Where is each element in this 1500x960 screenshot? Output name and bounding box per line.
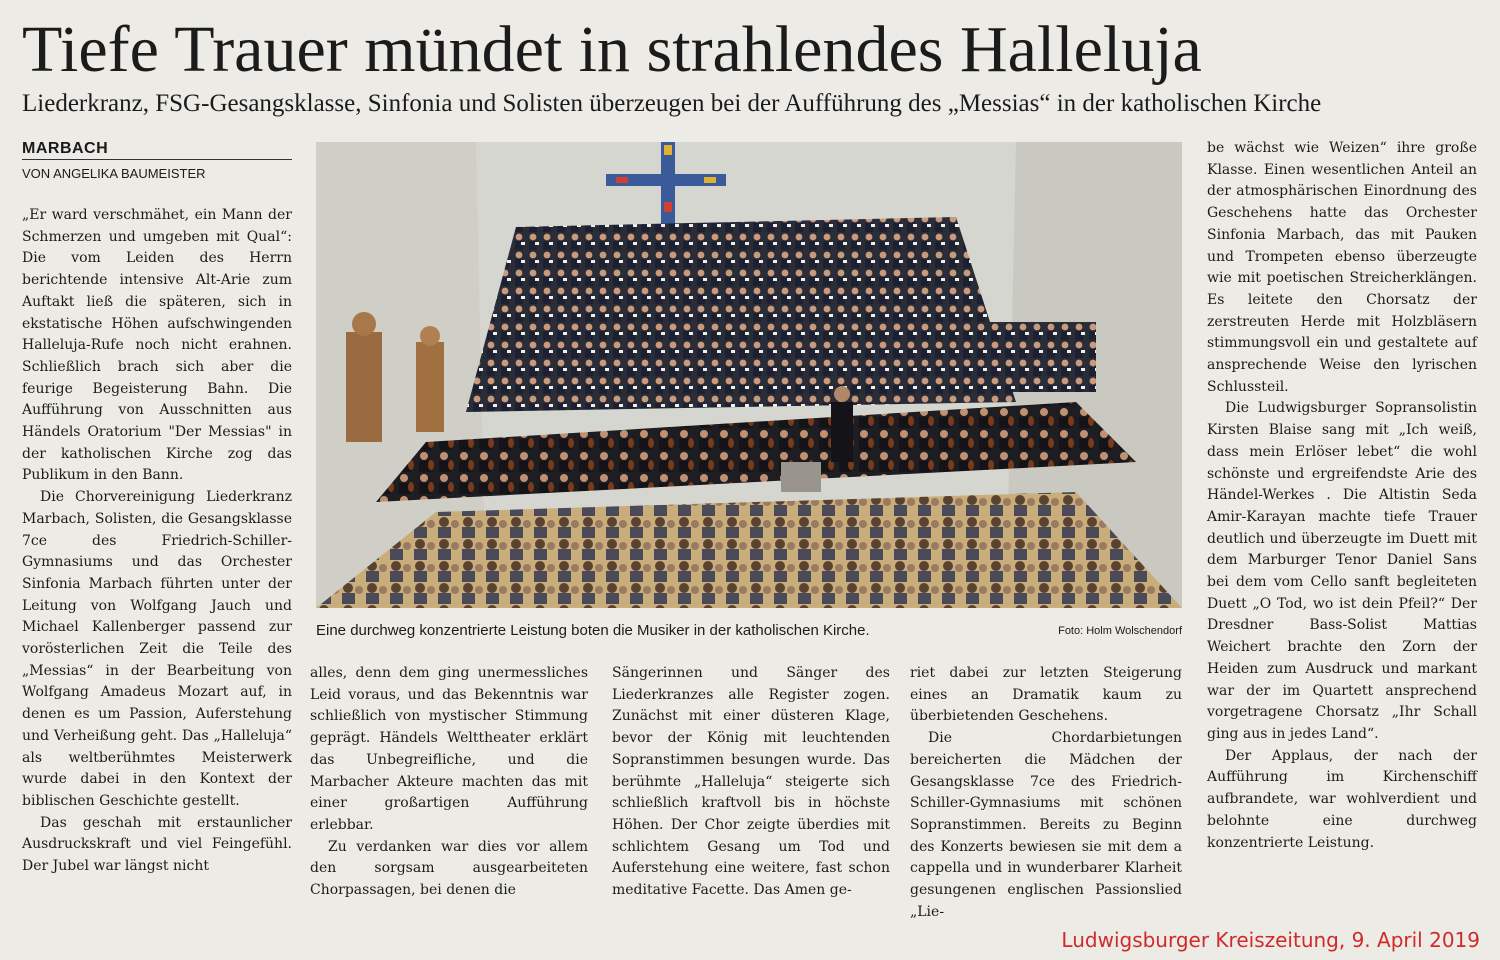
source-citation: Ludwigsburger Kreiszeitung, 9. April 2019 xyxy=(1061,928,1480,952)
subheadline: Liederkranz, FSG-Gesangsklasse, Sinfonia und Solisten überzeugen bei der Aufführung des „Messias“ in der katholischen Kirche xyxy=(22,90,1322,117)
paragraph: Die Chordarbietungen bereicherten die Mädchen der Gesangsklasse 7ce des Friedrich-Schiller-Gymnasiums mit schönen Sopranstimmen. Bereits zu Beginn des Konzerts bewiesen sie mit dem a cappella und in wunderbarer Klarheit gesungenen englischen Passionslied „Lie- xyxy=(910,730,1182,920)
article-column-2 xyxy=(310,663,588,902)
paragraph: Die Chorvereinigung Liederkranz Marbach, Solisten, die Gesangsklasse 7ce des Friedrich-Schiller-Gymnasiums und das Orchester Sinfonia Marbach führten unter der Leitung von Wolfgang Jauch und Michael Kallenberger passend zur vorösterlichen Zeit die Teile des „Messias“ in der Bearbeitung von Wolfgang Amadeus Mozart auf, in denen es um Passion, Auferstehung und Verheißung geht. Das „Halleluja“ als weltberühmtes Meisterwerk wurde dabei in den Kontext der biblischen Geschichte gestellt. xyxy=(22,489,292,809)
paragraph: riet dabei zur letzten Steigerung eines an Dramatik kaum zu überbietenden Geschehens. xyxy=(910,665,1182,725)
article-column-1 xyxy=(22,205,292,878)
paragraph: Zu verdanken war dies vor allem den sorgsam ausgearbeiteten Chorpassagen, bei denen die xyxy=(310,838,588,899)
photo-credit: Foto: Holm Wolschendorf xyxy=(1058,625,1182,637)
paragraph: be wächst wie Weizen“ ihre große Klasse. Einen wesentlichen Anteil an der atmosphärischen Einordnung des Geschehens hatte das Orchester Sinfonia Marbach, das mit Pauken und Trompeten ebenso überzeugte wie mit poetischen Streicherklängen. Es leitete den Chorsatz der zerstreuten Herde mit Holzbläsern stimmungsvoll ein und gestaltete auf ansprechende Weise den lyrischen Schlussteil. xyxy=(1207,140,1477,395)
paragraph: Das geschah mit erstaunlicher Ausdruckskraft und viel Feingefühl. Der Jubel war längst nicht xyxy=(22,814,292,875)
concert-illustration xyxy=(316,142,1182,608)
paragraph: „Er ward verschmähet, ein Mann der Schmerzen und umgeben mit Qual“: Die vom Leiden des Herrn berichtende intensive Alt-Arie zum Auftakt ließ die späteren, sich in ekstatische Höhen aufschwingenden Halleluja-Rufe noch nicht erahnen. Schließlich brach sich aber die feurige Begeisterung Bahn. Die Aufführung von Ausschnitten aus Händels Oratorium "Der Messias" in der katholischen Kirche zog das Publikum in den Bann. xyxy=(22,207,292,484)
dateline: MARBACH xyxy=(22,140,292,160)
article-column-5 xyxy=(1207,138,1477,854)
paragraph: Der Applaus, der nach der Aufführung im Kirchenschiff aufbrandete, war wohlverdient und belohnte eine durchweg konzentrierte Leistung. xyxy=(1207,747,1477,851)
paragraph: Die Ludwigsburger Sopransolistin Kirsten Blaise sang mit „Ich weiß, dass mein Erlöser lebet“ die wohl schönste und ergreifendste Arie des Händel-Werkes . Die Altistin Seda Amir-Karayan machte tiefe Trauer deutlich und überzeugte im Duett mit dem Marburger Tenor Daniel Sans bei dem vom Cello sanft begleiteten Duett „O Tod, wo ist dein Pfeil?“ Der Dresdner Bass-Solist Mattias Weichert brachte den Zorn der Heiden zum Ausdruck und markant war der im Quartett ansprechend vorgetragene Chorsatz „Ihr Schall ging aus in jedes Land“. xyxy=(1207,400,1477,742)
paragraph: alles, denn dem ging unermessliches Leid voraus, und das Bekenntnis war schließlich von mystischer Stimmung geprägt. Händels Welttheater erklärt das Unbegreifliche, und die Marbacher Akteure machten das mit einer großartigen Aufführung erlebbar. xyxy=(310,665,588,833)
article-column-4 xyxy=(910,663,1182,923)
byline: VON ANGELIKA BAUMEISTER xyxy=(22,166,206,181)
photo-caption: Eine durchweg konzentrierte Leistung boten die Musiker in der katholischen Kirche. xyxy=(316,622,870,639)
headline: Tiefe Trauer mündet in strahlendes Halleluja xyxy=(22,13,1202,86)
paragraph: Sängerinnen und Sänger des Liederkranzes alle Register zogen. Zunächst mit einer düsteren Klage, bevor der König mit leuchtenden Sopranstimmen besungen wurde. Das berühmte „Halleluja“ steigerte sich schließlich kraftvoll bis in höchste Höhen. Der Chor zeigte überdies mit schlichtem Gesang um Tod und Auferstehung eine weitere, fast schon meditative Facette. Das Amen ge- xyxy=(612,665,890,899)
concert-photo xyxy=(316,142,1182,608)
article-column-3 xyxy=(612,663,890,902)
